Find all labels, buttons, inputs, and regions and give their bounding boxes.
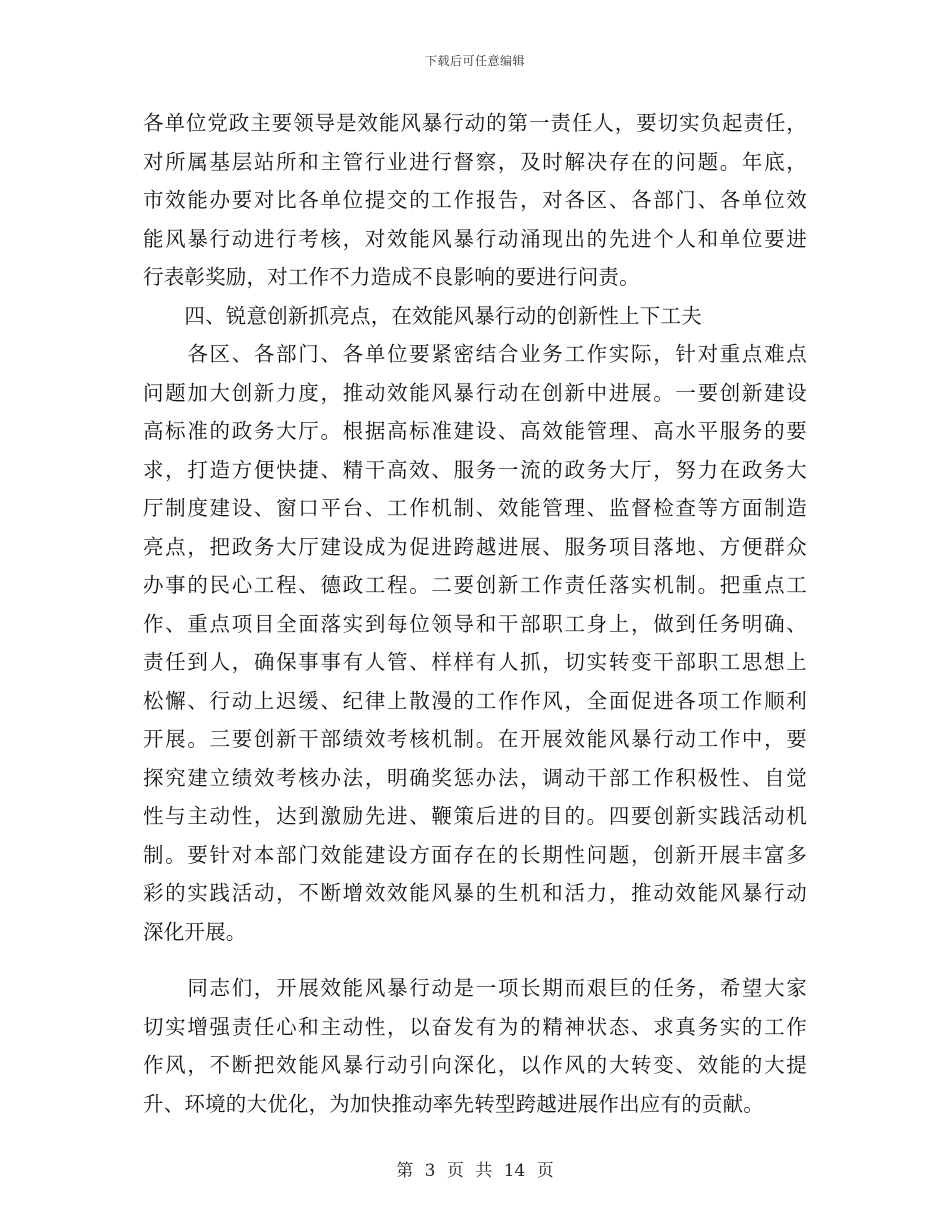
text-line: 亮点，把政务大厅建设成为促进跨越进展、服务项目落地、方便群众 [143, 534, 807, 559]
text-line: 问题加大创新力度，推动效能风暴行动在创新中进展。一要创新建设 [143, 380, 807, 405]
text-line: 各单位党政主要领导是效能风暴行动的第一责任人，要切实负起责任， [143, 111, 807, 135]
text-line: 制。要针对本部门效能建设方面存在的长期性问题，创新开展丰富多 [143, 842, 807, 867]
text-line: 各区、各部门、各单位要紧密结合业务工作实际，针对重点难点 [143, 342, 807, 366]
text-line: 作风，不断把效能风暴行动引向深化，以作风的大转变、效能的大提 [143, 1053, 807, 1077]
text-line: 对所属基层站所和主管行业进行督察，及时解决存在的问题。年底， [143, 149, 807, 174]
text-line: 彩的实践活动，不断增效效能风暴的生机和活力，推动效能风暴行动 [143, 881, 807, 905]
text-line: 开展。三要创新干部绩效考核机制。在开展效能风暴行动工作中，要 [143, 727, 807, 751]
text-line: 切实增强责任心和主动性，以奋发有为的精神状态、求真务实的工作 [143, 1014, 807, 1039]
text-line: 求，打造方便快捷、精干高效、服务一流的政务大厅，努力在政务大 [143, 457, 807, 482]
text-line: 深化开展。 [143, 919, 247, 944]
text-line: 责任到人，确保事事有人管、样样有人抓，切实转变干部职工思想上 [143, 650, 807, 674]
text-line: 性与主动性，达到激励先进、鞭策后进的目的。四要创新实践活动机 [143, 804, 807, 828]
paragraph-gap [143, 951, 807, 969]
text-line: 办事的民心工程、德政工程。二要创新工作责任落实机制。把重点工 [143, 573, 807, 597]
text-line: 松懈、行动上迟缓、纪律上散漫的工作作风，全面促进各项工作顺利 [143, 688, 807, 713]
document-body [143, 104, 807, 1123]
text-line: 升、环境的大优化，为加快推动率先转型跨越进展作出应有的贡献。 [143, 1091, 764, 1116]
section-heading: 四、锐意创新抓亮点，在效能风暴行动的创新性上下工夫 [143, 303, 702, 328]
text-line: 市效能办要对比各单位提交的工作报告，对各区、各部门、各单位效 [143, 188, 807, 212]
text-line: 厅制度建设、窗口平台、工作机制、效能管理、监督检查等方面制造 [143, 496, 807, 520]
text-line: 作、重点项目全面落实到每位领导和干部职工身上，做到任务明确、 [143, 611, 807, 636]
page-number: 第 3 页 共 14 页 [396, 1161, 554, 1181]
text-line: 行表彰奖励，对工作不力造成不良影响的要进行问责。 [143, 265, 640, 289]
text-line: 探究建立绩效考核办法，明确奖惩办法，调动干部工作积极性、自觉 [143, 765, 807, 790]
header-note: 下载后可任意编辑 [424, 54, 525, 68]
text-line: 高标准的政务大厅。根据高标准建设、高效能管理、高水平服务的要 [143, 419, 807, 443]
text-line: 能风暴行动进行考核，对效能风暴行动涌现出的先进个人和单位要进 [143, 226, 807, 251]
text-line: 同志们，开展效能风暴行动是一项长期而艰巨的任务，希望大家 [143, 976, 807, 1000]
